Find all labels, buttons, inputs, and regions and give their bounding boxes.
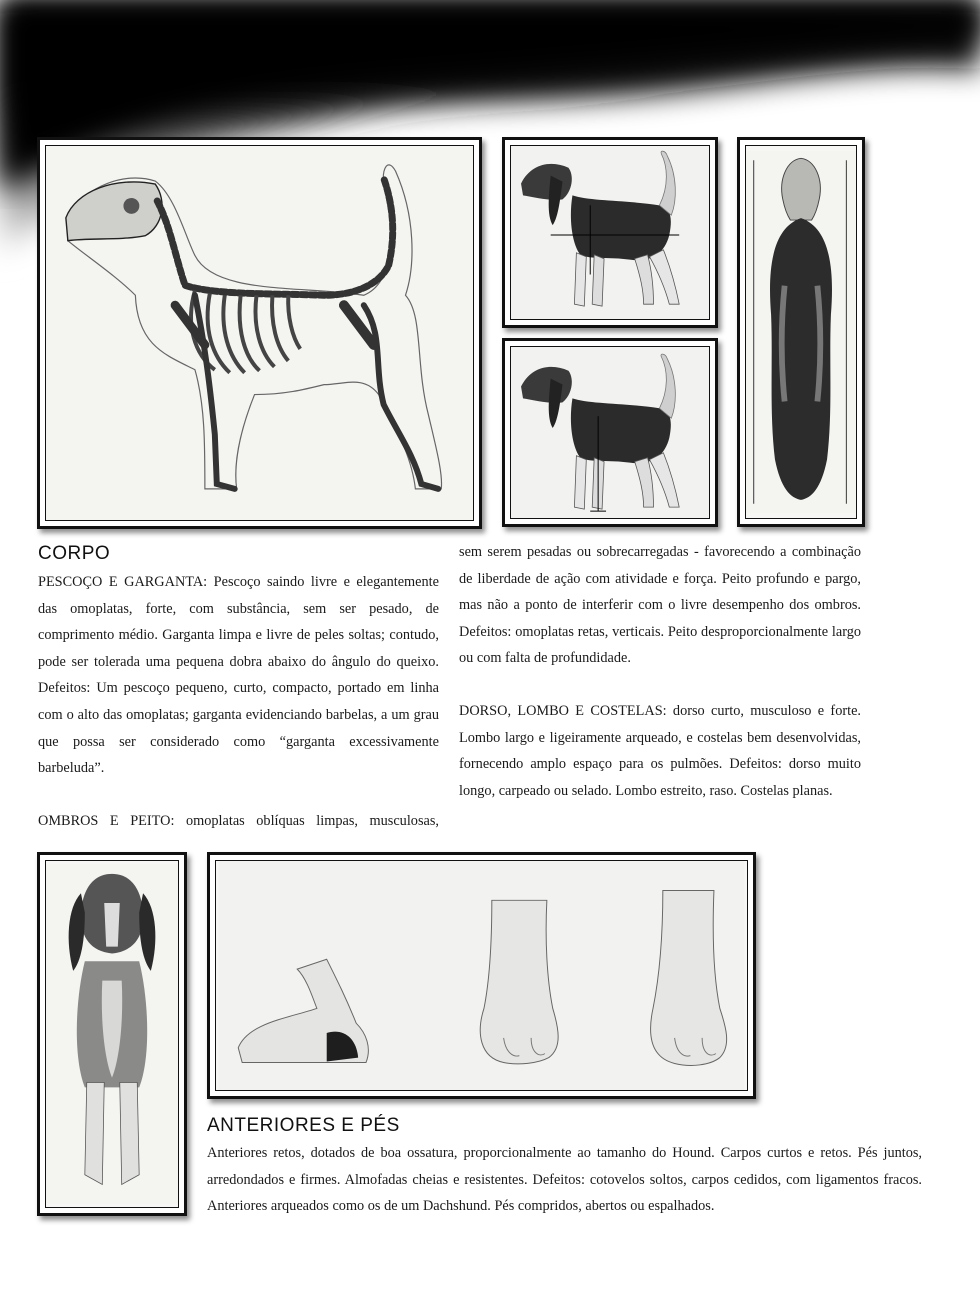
pescoco-paragraph: PESCOÇO E GARGANTA: Pescoço saindo livre e elegantemente das omoplatas, forte, com substância, sem ser pesado, de comprimento médio. Garganta limpa e livre de peles soltas; contudo, pode ser tolerada uma pequena dobra abaixo do ângulo do queixo. Defeitos: Um pescoço pequeno, curto, compacto, portado em linha com o alto das omoplatas; garganta evidenciando barbelas, a um grau que possa ser considerado como “garganta excessivamente barbeluda”. (38, 574, 439, 777)
dog-skeleton-drawing (46, 146, 473, 520)
corpo-left-column (38, 569, 439, 834)
anteriores-heading: ANTERIORES E PÉS (207, 1115, 400, 1136)
beagle-top-view-frame (737, 137, 865, 527)
beagle-side-view-frame (502, 137, 718, 328)
ombros-paragraph-start: OMBROS E PEITO: omoplatas oblíquas limpas, musculosas, (38, 812, 439, 829)
paws-drawing (216, 861, 747, 1090)
corpo-heading: CORPO (38, 543, 111, 564)
beagle-height-view-frame (502, 338, 718, 527)
skeleton-illustration-frame (37, 137, 482, 529)
beagle-front-view-frame (37, 852, 187, 1216)
anteriores-paragraph: Anteriores retos, dotados de boa ossatura, proporcionalmente ao tamanho do Hound. Carpos curtos e retos. Pés juntos, arredondados e firmes. Almofadas cheias e resistentes. Defeitos: cotovelos soltos, carpos cedidos, com ligamentos fracos. Anteriores arqueados como os de um Dachshund. Pés compridos, abertos ou espalhados. (207, 1145, 922, 1215)
ombros-paragraph-continued: sem serem pesadas ou sobrecarregadas - favorecendo a combinação de liberdade de ação com atividade e força. Peito profundo e pargo, mas não a ponto de interferir com o livre desempenho dos ombros. Defeitos: omoplatas retas, verticais. Peito desproporcionalmente largo ou com falta de profundidade. (459, 544, 861, 667)
beagle-height-view-drawing (511, 347, 709, 518)
beagle-side-view-drawing (511, 146, 709, 319)
beagle-front-view-drawing (46, 861, 178, 1207)
corpo-right-column (459, 539, 861, 804)
dorso-paragraph: DORSO, LOMBO E COSTELAS: dorso curto, musculoso e forte. Lombo largo e ligeiramente arqueado, e costelas bem desenvolvidas, fornecendo amplo espaço para os pulmões. Defeitos: dorso muito longo, carpeado ou selado. Lombo estreito, raso. Costelas planas. (459, 702, 861, 799)
paws-illustration-frame (207, 852, 756, 1099)
beagle-top-view-drawing (746, 146, 856, 518)
